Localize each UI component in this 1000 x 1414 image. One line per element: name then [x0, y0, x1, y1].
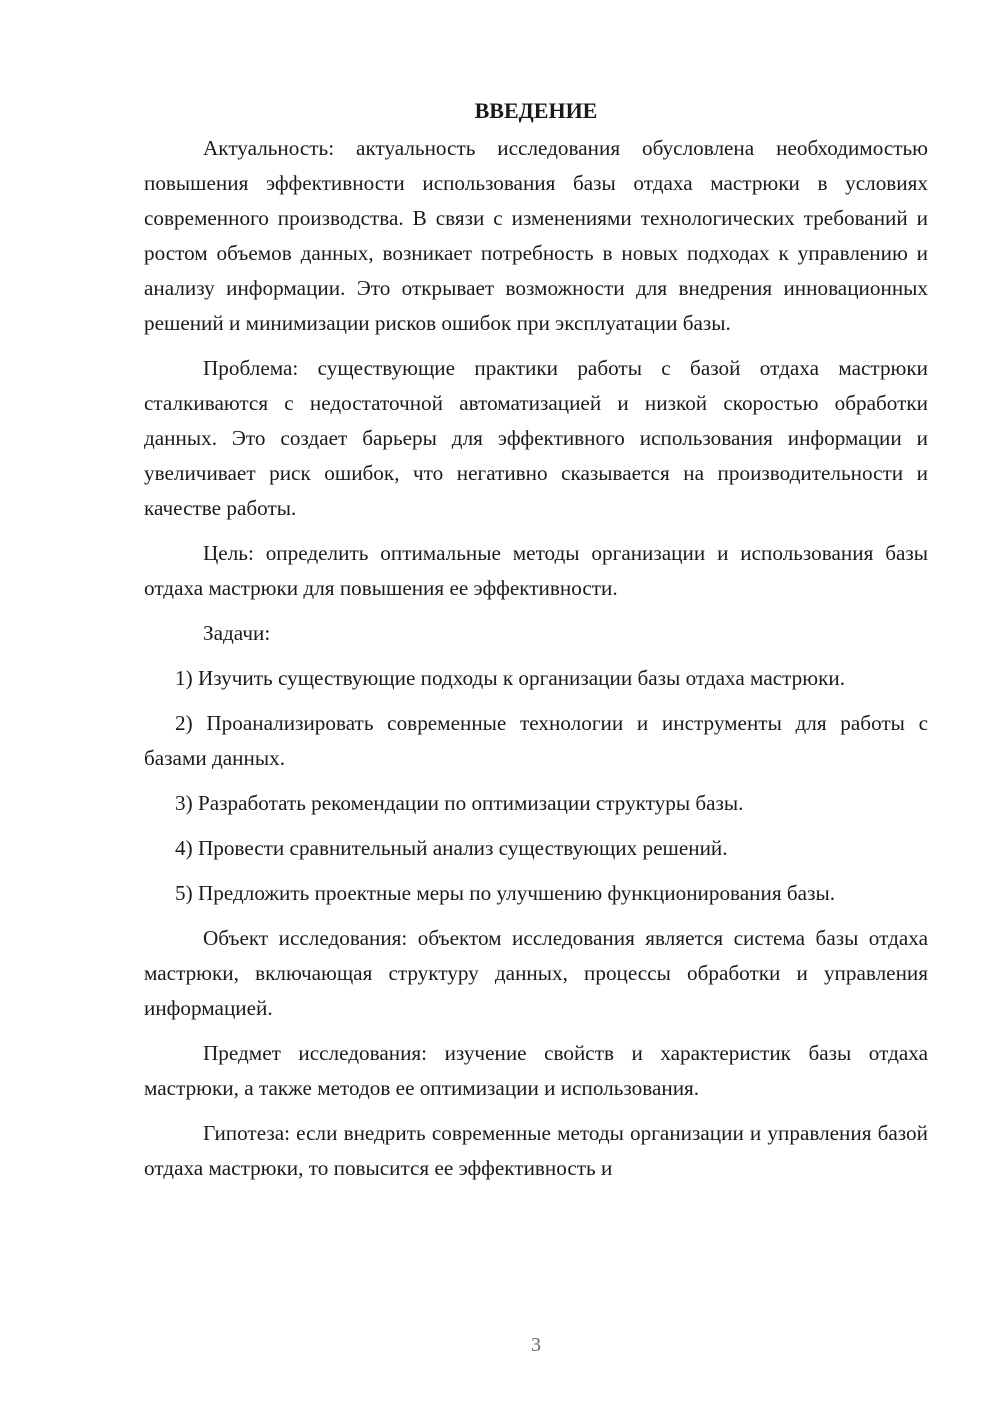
page-number: 3	[531, 1334, 541, 1356]
task-item-5: 5) Предложить проектные меры по улучшению функционирования базы.	[175, 881, 835, 905]
paragraph-object: Объект исследования: объектом исследования является система базы отдаха мастрюки, включающая структуру данных, процессы обработки и управления информацией.	[144, 926, 928, 1020]
paragraph-hypothesis: Гипотеза: если внедрить современные методы организации и управления базой отдаха мастрюки, то повысится ее эффективность и	[144, 1121, 928, 1180]
paragraph-problem: Проблема: существующие практики работы с базой отдаха мастрюки сталкиваются с недостаточной автоматизацией и низкой скоростью обработки данных. Это создает барьеры для эффективного использования информации и увеличивает риск ошибок, что негативно сказывается на производительности и качестве работы.	[144, 356, 928, 520]
task-item-4: 4) Провести сравнительный анализ существующих решений.	[175, 836, 728, 860]
task-item-2: 2) Проанализировать современные технологии и инструменты для работы с базами данных.	[144, 711, 928, 770]
paragraph-goal: Цель: определить оптимальные методы организации и использования базы отдаха мастрюки для повышения ее эффективности.	[144, 541, 928, 600]
page-content	[144, 96, 928, 1186]
paragraph-relevance: Актуальность: актуальность исследования обусловлена необходимостью повышения эффективности использования базы отдаха мастрюки в условиях современного производства. В связи с изменениями технологических требований и ростом объемов данных, возникает потребность в новых подходах к управлению и анализу информации. Это открывает возможности для внедрения инновационных решений и минимизации рисков ошибок при эксплуатации базы.	[144, 136, 928, 335]
task-item-3: 3) Разработать рекомендации по оптимизации структуры базы.	[175, 791, 744, 815]
task-item-1: 1) Изучить существующие подходы к организации базы отдаха мастрюки.	[175, 666, 846, 690]
paragraph-subject: Предмет исследования: изучение свойств и характеристик базы отдаха мастрюки, а также методов ее оптимизации и использования.	[144, 1041, 928, 1100]
paragraph-tasks-label: Задачи:	[203, 621, 271, 645]
section-heading: ВВЕДЕНИЕ	[474, 98, 598, 123]
